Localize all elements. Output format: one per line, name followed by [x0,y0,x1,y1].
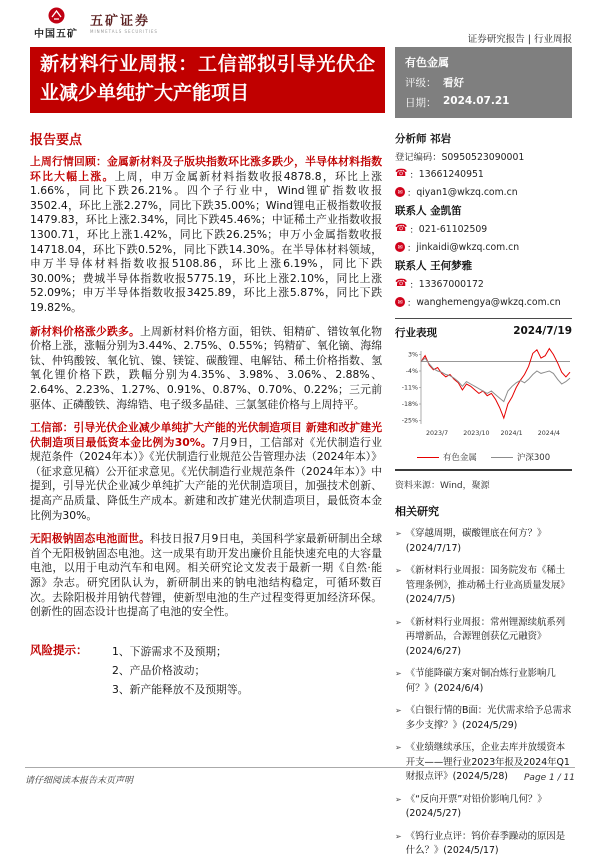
paragraph-miit-policy [30,421,382,523]
svg-text:3%: 3% [408,351,418,359]
paragraph-body: 科技日报7月9日电，美国科学家最新研制出全球首个无阳极钠固态电池。这一成果有助开发出廉价且能快速充电的大容量电池，以用于电动汽车和电网。相关研究论文发表于最新一期《自然·能源》杂志。研究团队认为，新研制出来的钠电池结构稳定，可循环数百次。去除阳极并用钠代替锂，使新型电池的生产过程变得更加经济环保。创新性的固态设计也提高了电池的安全性。 [30,532,382,619]
contact-phone: 021-61102509 [418,223,488,235]
related-research-item[interactable] [395,793,572,822]
arrow-bullet-icon: ➢ [395,743,402,753]
svg-text:2023/10: 2023/10 [463,430,490,437]
risk-item: 2、产品价格波动； [112,663,206,677]
divider [395,469,572,471]
report-body [30,127,382,867]
related-research-item[interactable] [395,616,572,660]
legend-swatch [491,457,513,459]
paragraph-lead: 新材料价格涨少跌多。 [30,324,141,338]
related-research-title: 《节能降碳方案对铜冶炼行业影响几何？》(2024/6/4) [405,668,556,694]
separator: ： [407,298,417,309]
related-research-item[interactable] [395,564,572,608]
minmetals-logo-icon [48,7,65,24]
data-source-note: 资料来源：Wind，聚源 [395,481,490,492]
industry-performance-chart [395,345,572,441]
related-research-heading: 相关研究 [395,505,439,519]
arrow-bullet-icon: ➢ [395,617,402,627]
contact-name: 联系人 王何梦雅 [395,260,473,272]
svg-text:2024/4: 2024/4 [537,430,560,437]
paragraph-body: 7月9日，工信部对《光伏制造行业规范条件（2024年本）》《光伏制造行业规范公告管理办法（2024年本）》（征求意见稿）公开征求意见。《光伏制造行业规范条件（2024年本）》中提到，引导光伏企业减少单纯扩大产能的光伏制造项目，加强技术创新、提高产品质量、降低生产成本。新建和改扩建光伏制造项目，最低资本金比例为30%。 [30,435,382,522]
rating-label: 评级： [405,77,437,89]
report-title-banner: 新材料行业周报：工信部拟引导光伏企业减少单纯扩大产能项目 [30,47,385,113]
analyst-name: 分析师 祁岩 [395,133,452,145]
footer-disclaimer: 请仔细阅读本报告末页声明 [25,776,134,786]
risk-warning-label: 风险提示： [30,642,88,657]
paragraph-lead: 无阳极钠固态电池面世。 [30,532,150,546]
svg-text:-11%: -11% [401,384,418,392]
industry-performance-date: 2024/7/19 [513,325,572,337]
paragraph-lead: 上周行情回顾：金属新材料及子版块指数环比涨多跌少，半导体材料指数环比大幅上涨。 [30,155,382,183]
paragraph-body: 上周，申万金属新材料指数收报4878.8，环比上涨1.66%，同比下跌26.21%。四个子行业中，Wind锂矿指数收报3502.4，环比上涨2.27%，同比下跌35.00%；Wind锂电正极指数收报1479.83，环比上涨2.34%，同比下跌45.46%；中证稀土产业指数收报1300.71，环比上涨1.42%，同比下跌26.25%；申万小金属指数收报14718.04，环比下跌0.52%，同比下跌14.30%。在半导体材料领域，申万半导体材料指数收报5108.86，环比上涨6.19%，同比下跌30.00%；费城半导体指数收报5775.19，环比上涨2.10%，同比上涨52.09%；申万半导体指数收报3425.89，环比上涨5.87%，同比下跌19.82%。 [30,169,383,314]
separator: ： [407,188,417,199]
separator: ： [409,170,419,181]
related-research-title: 《钨行业点评：钨价春季躁动的原因是什么？》(2024/5/17) [405,830,566,857]
chart-legend [395,443,572,463]
svg-text:-4%: -4% [405,368,418,376]
arrow-bullet-icon: ➢ [395,529,402,539]
mail-icon: ✉ [395,297,405,307]
arrow-bullet-icon: ➢ [395,566,402,576]
report-type-label: 证券研究报告 | 行业周报 [467,34,572,45]
arrow-bullet-icon: ➢ [395,706,402,716]
legend-item: 有色金属 [417,451,477,463]
related-research-item[interactable] [395,830,572,859]
mail-icon: ✉ [395,242,405,252]
related-research-title: 《白银行情的B面：光伏需求给予总需求多少支撑？》(2024/5/29) [405,705,572,731]
date-label: 日期： [405,97,437,109]
svg-text:-25%: -25% [401,417,418,425]
rating-value: 看好 [443,77,464,89]
svg-text:2024/1: 2024/1 [500,430,523,437]
phone-icon: ☎ [395,223,408,234]
arrow-bullet-icon: ➢ [395,794,402,804]
page-number: Page 1 / 11 [524,773,575,783]
date-value: 2024.07.21 [443,95,510,107]
legend-item: 沪深300 [491,451,550,463]
page-footer [25,767,575,786]
paragraph-market-review [30,155,382,316]
industry-info-box [395,47,572,118]
related-research-item[interactable] [395,667,572,696]
paragraph-sodium-battery [30,532,382,620]
related-research-title: 《新材料行业周报：国务院发布《稀土管理条例》，推动稀土行业高质量发展》(2024/7/5) [405,565,570,606]
svg-text:-18%: -18% [401,401,418,409]
paragraph-lead: 工信部：引导光伏企业减少单纯扩大产能的光伏制造项目 新建和改扩建光伏制造项目最低资本金比例为30%。 [30,421,382,449]
related-research-item[interactable] [395,527,572,556]
company-logo [34,7,78,40]
mail-icon: ✉ [395,187,405,197]
separator: ： [407,243,417,254]
contact-phone: 13367000172 [418,278,484,290]
logo-chinese-name: 中国五矿 [34,29,78,40]
contact-email[interactable]: wanghemengya@wkzq.com.cn [416,296,561,308]
analyst-email[interactable]: qiyan1@wkzq.com.cn [416,186,518,198]
phone-icon: ☎ [395,168,408,179]
contact-email[interactable]: jinkaidi@wkzq.com.cn [416,241,520,253]
risk-item: 3、新产能释放不及预期等。 [112,682,249,696]
phone-icon: ☎ [395,278,408,289]
analyst-phone: 13661240951 [418,168,484,180]
brand-subtitle: MINMETALS SECURITIES [90,29,158,34]
separator: ： [409,225,419,236]
related-research-title: 《“反向开票”对铅价影响几何？》(2024/5/27) [405,793,547,820]
report-highlights-heading: 报告要点 [30,133,83,148]
brand-block [90,7,158,34]
sidebar [395,127,572,867]
risk-item: 1、下游需求不及预期； [112,644,227,658]
related-research-title: 《业绩继续承压，企业去库并放缓资本开支——锂行业2023年报及2024年Q1财报点评》(2024/5/28) [405,742,570,783]
related-research-title: 《新材料行业周报：常州锂源续航系列再增新品，合源锂创获亿元融资》(2024/6/27) [405,616,566,657]
arrow-bullet-icon: ➢ [395,831,402,841]
risk-warning-block [30,642,382,699]
brand-name: 五矿证券 [90,14,151,29]
paragraph-body: 上周新材料价格方面，钼铁、钼精矿、镨钕氧化物价格上涨，涨幅分别为3.44%、2.75%、0.55%；钨精矿、氧化镝、海绵钛、仲钨酸铵、氧化钪、镍、镁锭、碳酸锂、电解钴、稀土价格指数、氢氧化锂价格下跌，跌幅分别为4.35%、3.98%、3.06%、2.88%、2.64%、2.23%、1.27%、0.91%、0.87%、0.70%、0.22%；三元前驱体、正磷酸铁、海绵锆、电子级多晶硅、三氯氢硅价格与上周持平。 [30,324,383,411]
paragraph-price-review [30,325,382,413]
svg-text:2023/7: 2023/7 [426,430,449,437]
related-research-item[interactable] [395,704,572,733]
industry-name: 有色金属 [405,56,449,69]
industry-performance-label: 行业表现 [395,327,437,339]
contact-name: 联系人 金凯笛 [395,205,462,217]
legend-swatch [417,457,439,459]
analyst-registration-code: 登记编码：S0950523090001 [395,152,525,163]
separator: ： [409,280,419,291]
arrow-bullet-icon: ➢ [395,669,402,679]
page-header [0,0,600,44]
related-research-title: 《穿越周期，碳酸锂底在何方？》(2024/7/17) [405,528,547,554]
